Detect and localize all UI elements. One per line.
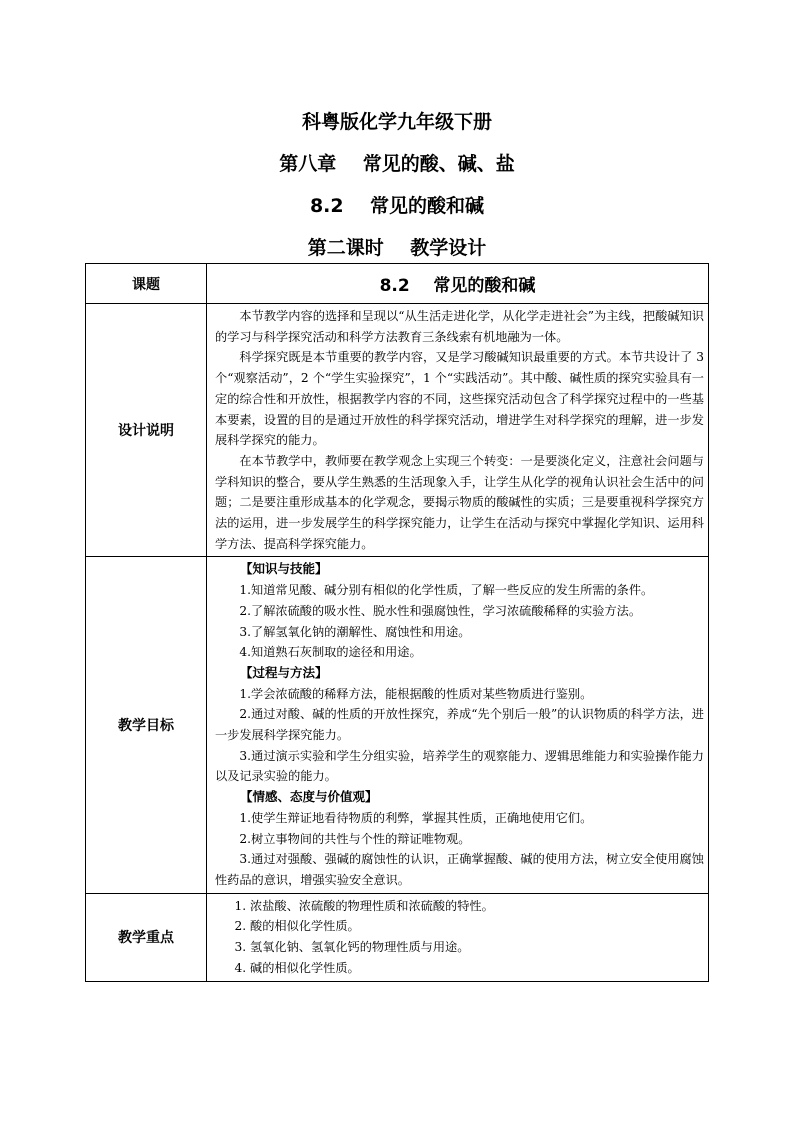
objective-heading: 【过程与方法】 — [240, 664, 328, 680]
objective-heading: 【知识与技能】 — [240, 561, 328, 577]
key-point-item: 1. 浓盐酸、浓硫酸的物理性质和浓硫酸的特性。 — [234, 898, 494, 913]
table-row-topic — [86, 264, 709, 304]
topic-value: 8.2 常见的酸和碱 — [207, 264, 709, 304]
table-row-key-points — [86, 893, 709, 981]
topic-label: 课题 — [86, 264, 207, 304]
design-notes-content — [207, 304, 709, 557]
design-paragraph: 科学探究既是本节重要的教学内容，又是学习酸碱知识最重要的方式。本节共设计了 3 个“观察活动”，2 个“学生实验探究”，1 个“实践活动”。其中酸、碱性质的探究实验具有一定的综合性和开放性，根据教学内容的不同，这些探究活动包含了科学探究过程中的一些基本要素，设置的目的是通过开放性的科学探究活动，增进学生对科学探究的理解，进一步发展科学探究的能力。 — [215, 350, 704, 448]
objective-item: 1.学会浓硫酸的稀释方法，能根据酸的性质对某些物质进行鉴别。 — [239, 686, 593, 701]
objective-heading: 【情感、态度与价值观】 — [240, 789, 378, 805]
book-title: 科粤版化学九年级下册 — [301, 111, 492, 133]
table-row-objectives — [86, 557, 709, 893]
objective-item: 1.知道常见酸、碱分别有相似的化学性质，了解一些反应的发生所需的条件。 — [239, 583, 654, 598]
key-point-item: 3. 氢氧化钠、氢氧化钙的物理性质与用途。 — [234, 940, 470, 955]
objective-item: 2.通过对酸、碱的性质的开放性探究，养成“先个别后一般”的认识物质的科学方法，进一步发展科学探究能力。 — [215, 707, 704, 743]
objectives-label: 教学目标 — [86, 557, 207, 893]
lesson-design-title: 第二课时 教学设计 — [307, 237, 487, 259]
key-point-item: 4. 碱的相似化学性质。 — [234, 960, 360, 975]
objective-item: 2.了解浓硫酸的吸水性、脱水性和强腐蚀性，学习浓硫酸稀释的实验方法。 — [239, 603, 642, 618]
objective-item: 1.使学生辩证地看待物质的利弊，掌握其性质，正确地使用它们。 — [239, 810, 593, 825]
objectives-content — [207, 557, 709, 893]
design-paragraph: 在本节教学中，教师要在教学观念上实现三个转变：一是要淡化定义，注意社会问题与学科知识的整合，要从学生熟悉的生活现象入手，让学生从化学的视角认识社会生活中的问题；二是要注重形成基本的化学观念，要揭示物质的酸碱性的实质；三是要重视科学探究方法的运用，进一步发展学生的科学探究能力，让学生在活动与探究中掌握化学知识、运用科学方法、提高科学探究能力。 — [215, 453, 704, 551]
key-points-content — [207, 893, 709, 981]
key-point-item: 2. 酸的相似化学性质。 — [234, 919, 360, 934]
section-title: 8.2 常见的酸和碱 — [309, 195, 485, 217]
lesson-design-table — [85, 263, 709, 982]
document-header — [0, 101, 794, 269]
design-paragraph: 本节教学内容的选择和呈现以“从生活走进化学，从化学走进社会”为主线，把酸碱知识的学习与科学探究活动和科学方法教育三条线索有机地融为一体。 — [215, 309, 704, 344]
objective-item: 3.通过对强酸、强碱的腐蚀性的认识，正确掌握酸、碱的使用方法，树立安全使用腐蚀性药品的意识，增强实验安全意识。 — [215, 852, 704, 887]
chapter-title: 第八章 常见的酸、碱、盐 — [279, 153, 515, 175]
key-points-label: 教学重点 — [86, 893, 207, 981]
objective-item: 3.了解氢氧化钠的潮解性、腐蚀性和用途。 — [239, 624, 471, 639]
table-row-design-notes — [86, 304, 709, 557]
objective-item: 3.通过演示实验和学生分组实验，培养学生的观察能力、逻辑思维能力和实验操作能力以及记录实验的能力。 — [215, 748, 704, 784]
design-notes-label: 设计说明 — [86, 304, 207, 557]
objective-item: 2.树立事物间的共性与个性的辩证唯物观。 — [239, 831, 471, 846]
objective-item: 4.知道熟石灰制取的途径和用途。 — [239, 645, 422, 660]
